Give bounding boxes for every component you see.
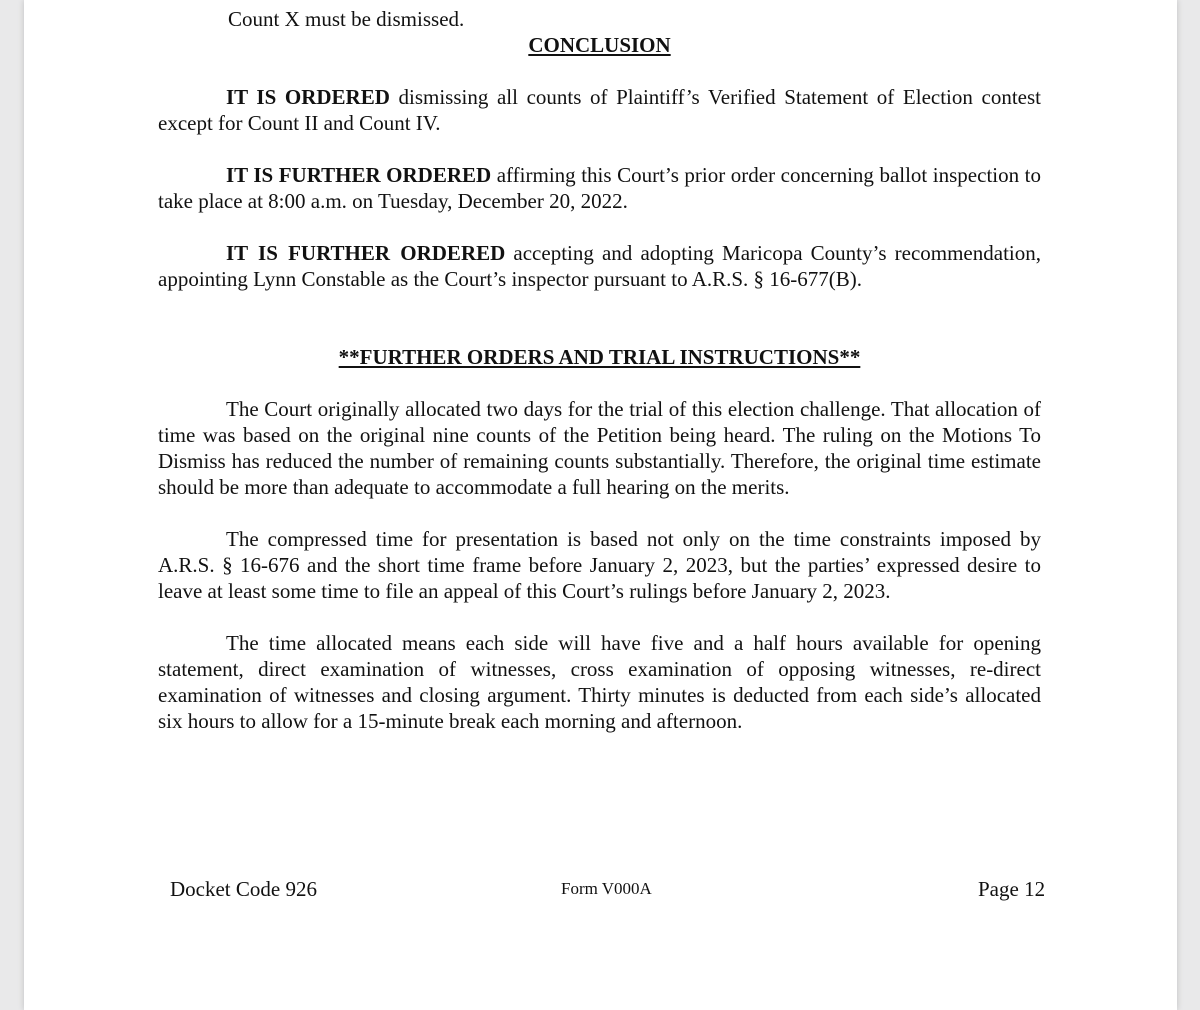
- order-lead-3: IT IS FURTHER ORDERED: [226, 241, 506, 265]
- order-text-3: accepting and adopting Maricopa County’s recommendation, appointing Lynn Constable as the Court’s inspector pursuant to A.R.S. § 16-677(B).: [158, 241, 1041, 291]
- document-page: [24, 0, 1177, 1010]
- order-text-1: dismissing all counts of Plaintiff’s Verified Statement of Election contest except for Count II and Count IV.: [158, 85, 1041, 135]
- order-paragraph-3: [158, 240, 1041, 292]
- order-text-2: affirming this Court’s prior order concerning ballot inspection to take place at 8:00 a.m. on Tuesday, December 20, 2022.: [158, 163, 1041, 213]
- form-code: Form V000A: [561, 879, 652, 898]
- docket-code: Docket Code 926: [170, 877, 317, 901]
- trial-paragraph-1: The Court originally allocated two days for the trial of this election challenge. That allocation of time was based on the original nine counts of the Petition being heard. The ruling on the Motions To Dismiss has reduced the number of remaining counts substantially. Therefore, the original time estimate should be more than adequate to accommodate a full hearing on the merits.: [158, 397, 1041, 499]
- conclusion-heading: CONCLUSION: [528, 33, 671, 57]
- further-orders-heading: **FURTHER ORDERS AND TRIAL INSTRUCTIONS**: [338, 345, 861, 369]
- trial-paragraph-3: The time allocated means each side will have five and a half hours available for opening statement, direct examination of witnesses, cross examination of opposing witnesses, re-direct examination of witnesses and closing argument. Thirty minutes is deducted from each side’s allocated six hours to allow for a 15-minute break each morning and afternoon.: [158, 631, 1041, 733]
- order-paragraph-2: [158, 162, 1041, 214]
- order-lead-2: IT IS FURTHER ORDERED: [226, 163, 492, 187]
- page-number: Page 12: [978, 877, 1046, 901]
- trial-paragraph-2: The compressed time for presentation is based not only on the time constraints imposed by A.R.S. § 16-676 and the short time frame before January 2, 2023, but the parties’ expressed desire to leave at least some time to file an appeal of this Court’s rulings before January 2, 2023.: [158, 527, 1041, 603]
- order-paragraph-1: [158, 84, 1041, 136]
- order-lead-1: IT IS ORDERED: [226, 85, 390, 109]
- count-x-line: Count X must be dismissed.: [228, 7, 465, 31]
